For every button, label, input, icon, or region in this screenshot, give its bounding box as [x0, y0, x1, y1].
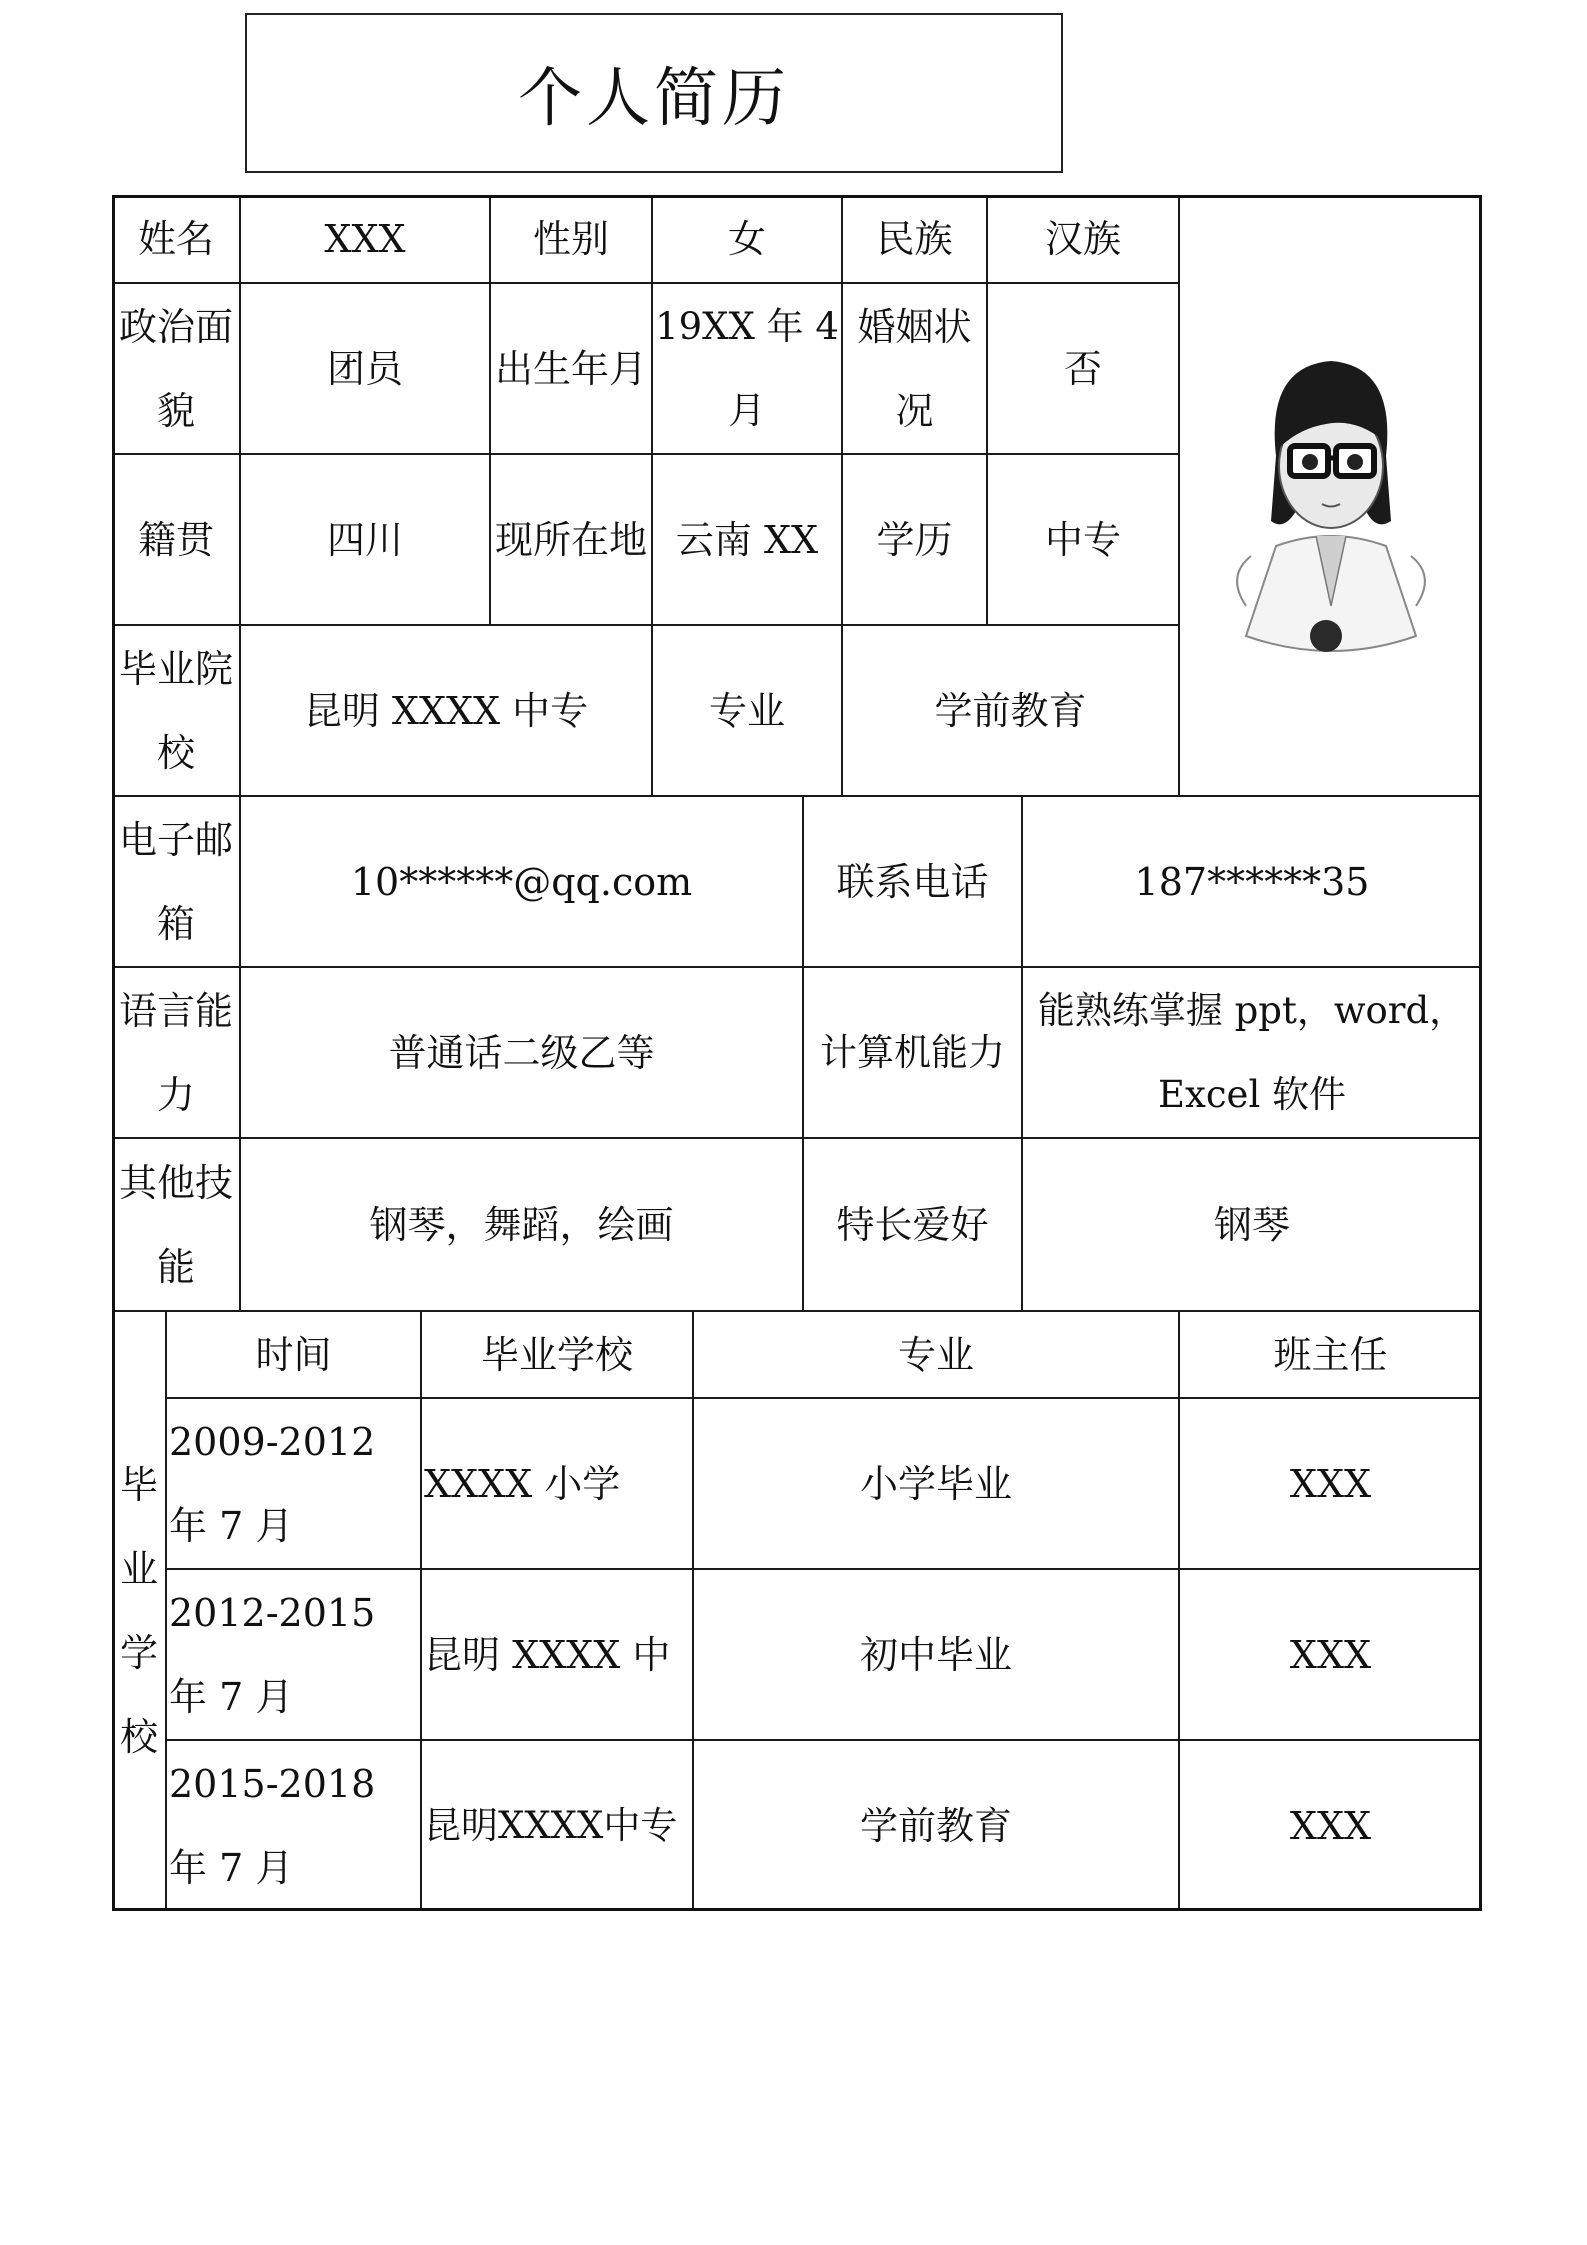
- name-label: 姓名: [112, 195, 240, 283]
- cartoon-girl-with-glasses-portrait-icon: [1206, 306, 1456, 686]
- major-label: 专业: [652, 625, 842, 796]
- marital-label: 婚姻状况: [842, 283, 987, 454]
- birth-value: 19XX 年 4 月: [652, 283, 842, 454]
- phone-value: 187******35: [1022, 796, 1482, 967]
- history-row-2-teacher: XXX: [1179, 1569, 1482, 1740]
- native-place-value: 四川: [240, 454, 490, 625]
- other-skills-label: 其他技能: [112, 1138, 240, 1311]
- hobby-value: 钢琴: [1022, 1138, 1482, 1311]
- history-row-3-teacher: XXX: [1179, 1740, 1482, 1911]
- other-skills-value: 钢琴，舞蹈，绘画: [240, 1138, 803, 1311]
- ethnicity-label: 民族: [842, 195, 987, 283]
- history-row-1-teacher: XXX: [1179, 1398, 1482, 1569]
- history-header-school: 毕业学校: [421, 1311, 693, 1398]
- history-section-label: 毕业学校: [112, 1311, 166, 1911]
- photo-frame: [1179, 195, 1482, 796]
- history-row-1-school: XXXX 小学: [421, 1398, 693, 1569]
- email-label: 电子邮箱: [112, 796, 240, 967]
- history-row-2-major: 初中毕业: [693, 1569, 1179, 1740]
- location-value: 云南 XX: [652, 454, 842, 625]
- marital-value: 否: [987, 283, 1179, 454]
- history-header-time: 时间: [166, 1311, 421, 1398]
- language-value: 普通话二级乙等: [240, 967, 803, 1138]
- education-value: 中专: [987, 454, 1179, 625]
- history-row-1-major: 小学毕业: [693, 1398, 1179, 1569]
- birth-label: 出生年月: [490, 283, 652, 454]
- language-label: 语言能力: [112, 967, 240, 1138]
- school-value: 昆明 XXXX 中专: [240, 625, 652, 796]
- political-label: 政治面貌: [112, 283, 240, 454]
- gender-label: 性别: [490, 195, 652, 283]
- history-header-teacher: 班主任: [1179, 1311, 1482, 1398]
- history-row-3-time: 2015-2018 年 7 月: [166, 1740, 421, 1911]
- location-label: 现所在地: [490, 454, 652, 625]
- political-value: 团员: [240, 283, 490, 454]
- major-value: 学前教育: [842, 625, 1179, 796]
- history-row-1-time: 2009-2012 年 7 月: [166, 1398, 421, 1569]
- history-header-major: 专业: [693, 1311, 1179, 1398]
- phone-label: 联系电话: [803, 796, 1022, 967]
- computer-value: 能熟练掌握 ppt，word，Excel 软件: [1022, 967, 1482, 1138]
- school-label: 毕业院校: [112, 625, 240, 796]
- name-value: XXX: [240, 195, 490, 283]
- native-place-label: 籍贯: [112, 454, 240, 625]
- ethnicity-value: 汉族: [987, 195, 1179, 283]
- history-row-2-time: 2012-2015 年 7 月: [166, 1569, 421, 1740]
- hobby-label: 特长爱好: [803, 1138, 1022, 1311]
- gender-value: 女: [652, 195, 842, 283]
- history-row-2-school: 昆明 XXXX 中: [421, 1569, 693, 1740]
- email-value: 10******@qq.com: [240, 796, 803, 967]
- resume-title: 个人简历: [245, 13, 1063, 173]
- history-row-3-major: 学前教育: [693, 1740, 1179, 1911]
- education-label: 学历: [842, 454, 987, 625]
- computer-label: 计算机能力: [803, 967, 1022, 1138]
- history-row-3-school: 昆明XXXX中专: [421, 1740, 693, 1911]
